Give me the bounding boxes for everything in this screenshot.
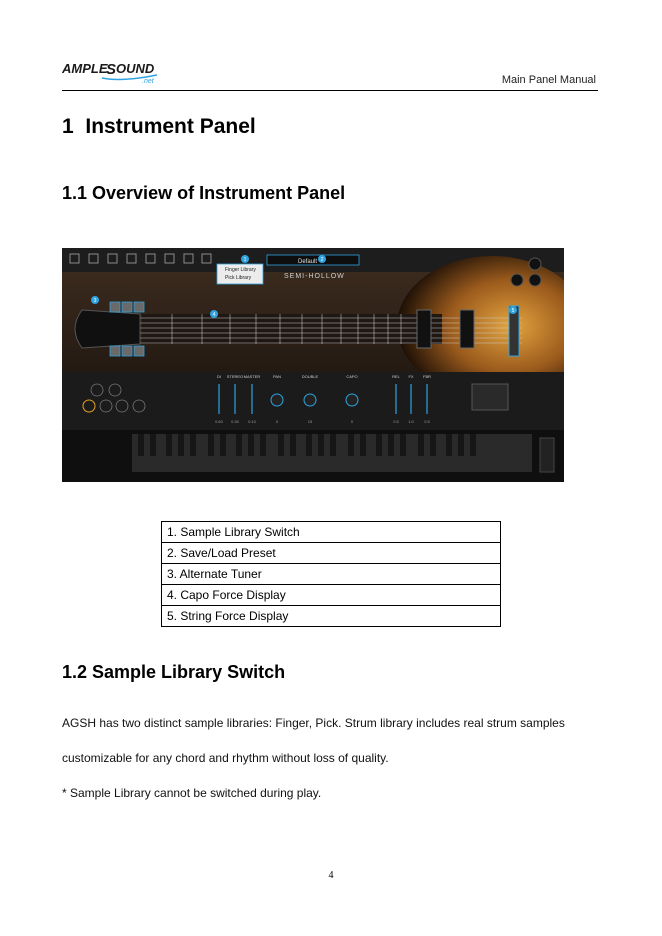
badge-4: 4 — [212, 312, 216, 318]
table-row — [162, 564, 501, 585]
amplesound-logo — [62, 56, 162, 86]
model-name: SEMI-HOLLOW — [284, 273, 345, 280]
mixer-value-master: 0.10 — [248, 419, 256, 424]
paragraph: customizable for any chord and rhythm without loss of quality. — [62, 751, 389, 765]
mixer-label-rel: REL — [392, 374, 400, 379]
feature-item: 2. Save/Load Preset — [162, 543, 501, 564]
table-row — [162, 585, 501, 606]
mixer-value-stereo: 0.30 — [231, 419, 239, 424]
page-number: 4 — [328, 870, 334, 881]
header-title: Main Panel Manual — [501, 74, 596, 86]
mixer-label-fx: FX — [408, 374, 414, 379]
mixer-label-stereo: STEREO — [226, 374, 244, 379]
page-title: 1 Instrument Panel — [62, 115, 256, 138]
mixer-value-capo: 0 — [350, 419, 354, 424]
table-row — [162, 522, 501, 543]
badge-5: 5 — [511, 308, 515, 314]
badge-3: 3 — [93, 298, 97, 304]
mixer-label-di: DI — [217, 374, 221, 379]
table-row — [162, 543, 501, 564]
mixer-value-pan: 0 — [275, 419, 279, 424]
instrument-panel-screenshot — [62, 248, 564, 482]
paragraph-note: * Sample Library cannot be switched during play. — [62, 786, 322, 800]
svg-text:AMPLE: AMPLE — [62, 61, 108, 76]
section-sample-title: 1.2 Sample Library Switch — [62, 662, 286, 682]
table-row — [162, 606, 501, 627]
mixer-value-rel: 0.5 — [393, 419, 399, 424]
preset-name: Default — [298, 259, 318, 265]
mixer-label-pan: PAN — [273, 374, 281, 379]
svg-text:S: S — [106, 61, 117, 78]
library-option-finger: Finger Library — [225, 267, 256, 273]
header-rule — [62, 90, 598, 91]
mixer-value-double: 15 — [307, 419, 313, 424]
feature-item: 4. Capo Force Display — [162, 585, 501, 606]
mixer-value-fx: 1.0 — [408, 419, 414, 424]
badge-2: 2 — [320, 257, 324, 263]
mixer-value-di: 0.60 — [215, 419, 223, 424]
mixer-label-double: DOUBLE — [301, 374, 319, 379]
feature-item: 5. String Force Display — [162, 606, 501, 627]
paragraph: AGSH has two distinct sample libraries: Finger, Pick. Strum library includes real strum samples — [62, 716, 565, 730]
mixer-label-fbr: FBR — [423, 374, 431, 379]
mixer-label-master: MASTER — [243, 374, 261, 379]
feature-list-table — [161, 521, 501, 627]
badge-1: 1 — [243, 257, 247, 263]
svg-text:OUND: OUND — [116, 61, 155, 76]
svg-text:.net: .net — [142, 78, 154, 85]
feature-item: 1. Sample Library Switch — [162, 522, 501, 543]
section-overview-title: 1.1 Overview of Instrument Panel — [62, 183, 346, 203]
feature-item: 3. Alternate Tuner — [162, 564, 501, 585]
library-option-pick: Pick Library — [225, 275, 252, 281]
mixer-value-fbr: 0.5 — [424, 419, 430, 424]
mixer-label-capo: CAPO — [346, 374, 358, 379]
